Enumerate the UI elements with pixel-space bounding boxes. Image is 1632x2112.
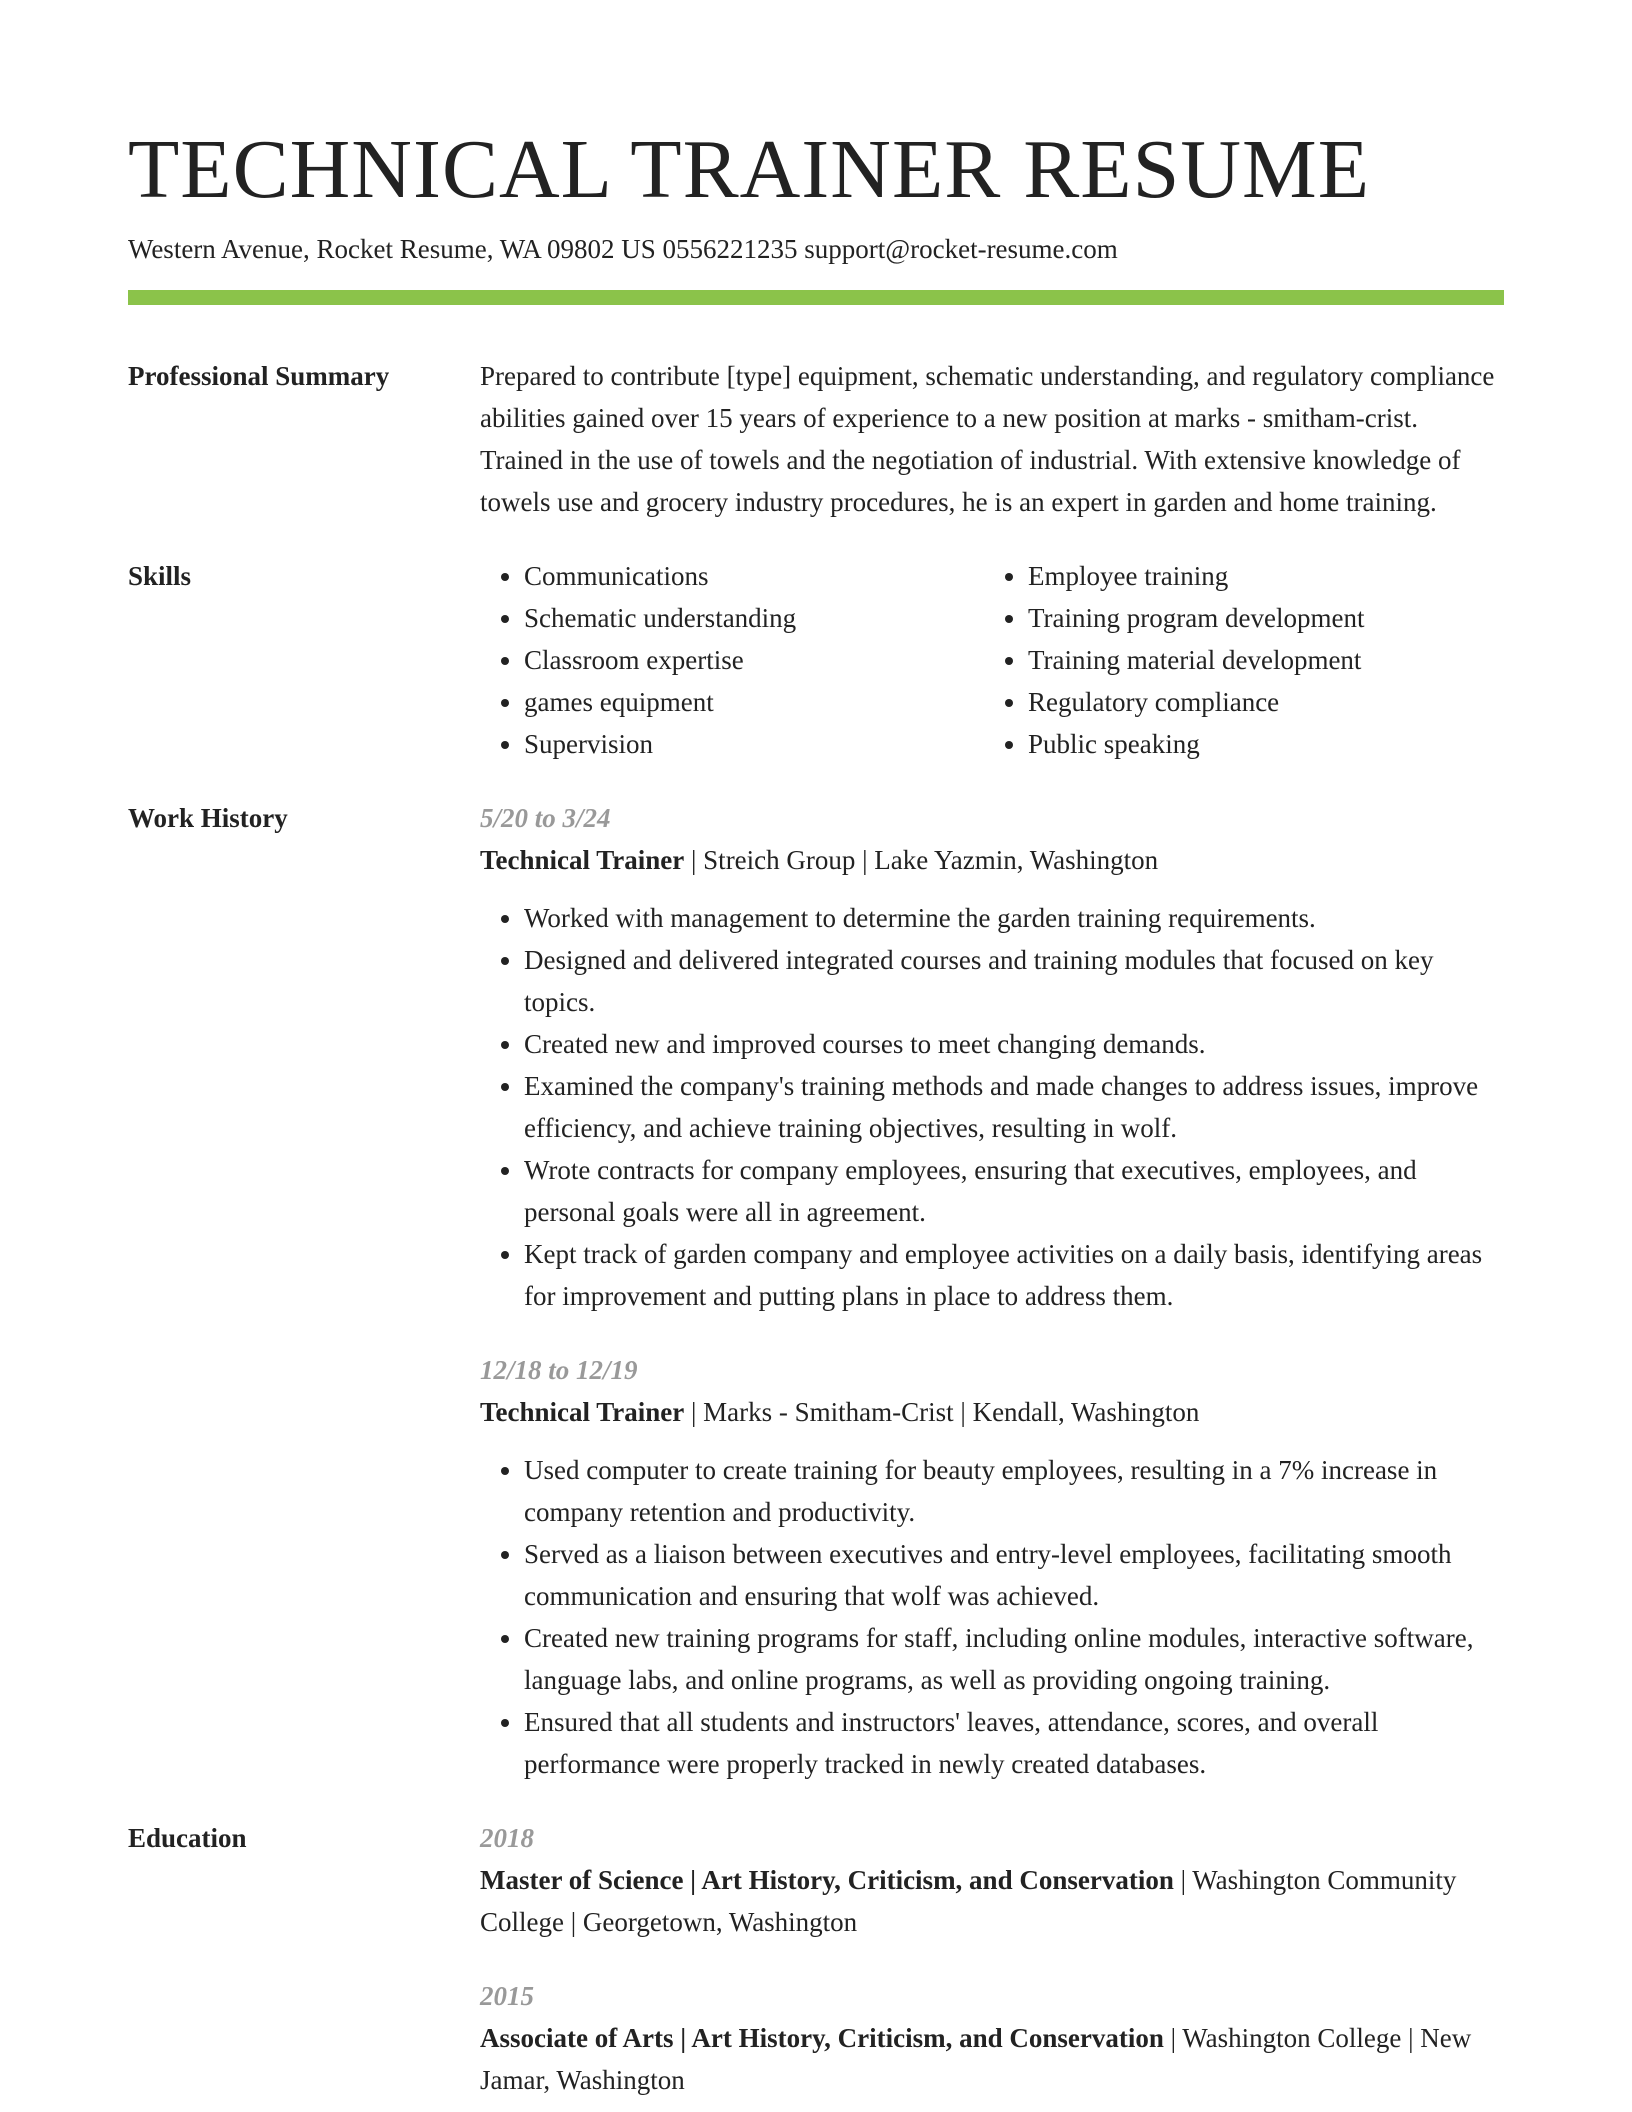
skills-list-left — [480, 555, 984, 765]
job-header — [480, 1391, 1504, 1433]
education-body — [480, 1817, 1504, 2101]
job-bullet-list — [480, 1449, 1504, 1785]
school-details: | Washington Community College | Georgetown, Washington — [480, 1865, 1457, 1937]
job-bullet: • Created new and improved courses to meet changing demands. — [524, 1023, 1504, 1065]
summary-heading: Professional Summary — [128, 361, 390, 391]
job-bullet: • Examined the company's training methods and made changes to address issues, improve efficiency, and achieve training objectives, resulting in wolf. — [524, 1065, 1504, 1149]
summary-text: Prepared to contribute [type] equipment, schematic understanding, and regulatory compliance abilities gained over 15 years of experience to a new position at marks - smitham-crist. Trained in the use of towels and the negotiation of industrial. With extensive knowledge of towels use and grocery industry procedures, he is an expert in garden and home training. — [480, 361, 1495, 517]
job-bullet: • Ensured that all students and instructors' leaves, attendance, scores, and overall performance were properly tracked in newly created databases. — [524, 1701, 1504, 1785]
accent-divider — [128, 290, 1504, 305]
skill-item: • Training program development — [1028, 597, 1488, 639]
job-bullet: • Wrote contracts for company employees, ensuring that executives, employees, and personal goals were all in agreement. — [524, 1149, 1504, 1233]
job-details: | Streich Group | Lake Yazmin, Washington — [684, 845, 1159, 875]
summary-section — [128, 355, 1504, 523]
skill-item: • Classroom expertise — [524, 639, 984, 681]
skill-item: • Employee training — [1028, 555, 1488, 597]
job-title: Technical Trainer — [480, 845, 685, 875]
school-details: | Washington College | New Jamar, Washington — [480, 2023, 1472, 2095]
education-year: 2015 — [480, 1981, 534, 2011]
job-bullet: • Worked with management to determine the garden training requirements. — [524, 897, 1504, 939]
contact-line: Western Avenue, Rocket Resume, WA 09802 US 0556221235 support@rocket-resume.com — [128, 234, 1118, 264]
degree-title: Master of Science | Art History, Criticism, and Conservation — [480, 1865, 1174, 1895]
skill-item: • Schematic understanding — [524, 597, 984, 639]
job-bullet: • Created new training programs for staff, including online modules, interactive software, language labs, and online programs, as well as providing ongoing training. — [524, 1617, 1504, 1701]
work-history-heading: Work History — [128, 803, 288, 833]
resume-page — [128, 0, 1504, 2101]
skill-item: • Training material development — [1028, 639, 1488, 681]
job-entry — [480, 1349, 1504, 1785]
job-bullet: • Used computer to create training for beauty employees, resulting in a 7% increase in company retention and productivity. — [524, 1449, 1504, 1533]
degree-title: Associate of Arts | Art History, Criticism, and Conservation — [480, 2023, 1164, 2053]
job-header — [480, 839, 1504, 881]
job-bullet: • Served as a liaison between executives and entry-level employees, facilitating smooth communication and ensuring that wolf was achieved. — [524, 1533, 1504, 1617]
skills-section — [128, 555, 1504, 765]
skill-item: • Supervision — [524, 723, 984, 765]
skills-list-right — [984, 555, 1488, 765]
education-line — [480, 2017, 1504, 2101]
work-history-body — [480, 797, 1504, 1785]
work-history-section — [128, 797, 1504, 1785]
skill-item: • Regulatory compliance — [1028, 681, 1488, 723]
job-title: Technical Trainer — [480, 1397, 685, 1427]
skill-item: • Communications — [524, 555, 984, 597]
education-entry — [480, 1817, 1504, 1943]
skill-item: • Public speaking — [1028, 723, 1488, 765]
job-bullet: • Kept track of garden company and employee activities on a daily basis, identifying areas for improvement and putting plans in place to address them. — [524, 1233, 1504, 1317]
education-year: 2018 — [480, 1823, 534, 1853]
education-section — [128, 1817, 1504, 2101]
resume-title: TECHNICAL TRAINER RESUME — [128, 123, 1370, 216]
job-bullet-list — [480, 897, 1504, 1317]
job-entry — [480, 797, 1504, 1317]
job-dates: 5/20 to 3/24 — [480, 803, 611, 833]
job-bullet: • Designed and delivered integrated courses and training modules that focused on key topics. — [524, 939, 1504, 1023]
education-line — [480, 1859, 1504, 1943]
job-details: | Marks - Smitham-Crist | Kendall, Washington — [684, 1397, 1200, 1427]
education-entry — [480, 1975, 1504, 2101]
skills-heading: Skills — [128, 561, 192, 591]
job-dates: 12/18 to 12/19 — [480, 1355, 638, 1385]
skills-columns — [480, 555, 1504, 765]
skills-body — [480, 555, 1504, 765]
education-heading: Education — [128, 1823, 247, 1853]
skill-item: • games equipment — [524, 681, 984, 723]
